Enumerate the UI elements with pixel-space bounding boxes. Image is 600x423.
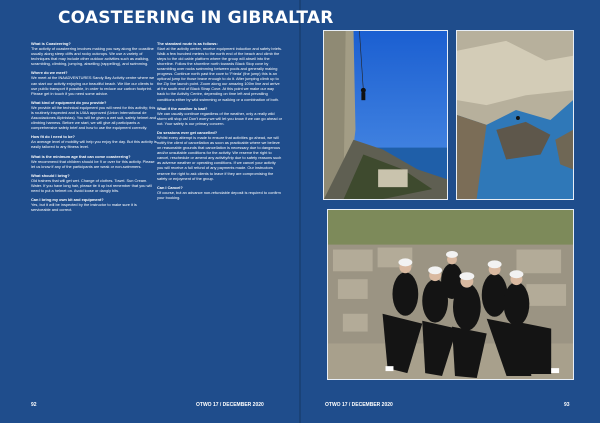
answer-text: The activity of coasteering involves making you way along the coastline usually along steep cliffs and rocky outcrops. We use a variety of techniques that may include other outdoor activities such as walking, scrambling, climbing, jumping, abseiling (rappelling), and swimming. [31,46,154,67]
qa-section [157,185,283,200]
answer-text: Old trainers that will get wet. Change of clothes. Towel. Sun Cream. Water. If you have long hair, please tie it up but remember that you will need to put a helmet on. Avoid loose or dangly bits. [31,178,152,194]
question-heading: How fit do I need to be? [31,134,75,140]
qa-section [31,41,157,66]
magazine-issue-left: OTWO 17 / DECEMBER 2020 [196,402,264,408]
question-heading: The standard route is as follows: [157,41,218,46]
rocky-coast-photo [456,30,574,200]
group-image [328,210,573,379]
qa-section [31,154,157,169]
question-heading: Where do we meet? [31,70,68,76]
answer-text: We recommend that children should be 9 or over for this activity. Please let us know if any of the participants are weak or non-swimmers. [31,158,155,169]
magazine-issue-right: OTWO 17 / DECEMBER 2020 [325,402,393,408]
answer-text: Yes, but it will be inspected by the instructor to make sure it is serviceable and correct. [31,202,137,213]
page-number-left: 92 [31,402,37,408]
question-heading: What should I bring? [31,172,70,178]
question-heading: What is Coasteering? [31,41,71,46]
article-title: COASTEERING IN GIBRALTAR [58,8,334,28]
qa-section [31,70,157,95]
cliff-climb-photo [323,30,448,200]
rocky-coast-image [457,31,573,199]
qa-section [31,134,157,149]
answer-text: An average level of mobility will help you enjoy the day. But this activity is easily tailored to any fitness level. [31,139,157,150]
page-spine [299,0,301,423]
answer-text: Of course, but an advance non-refundable deposit is required to confirm your booking. [157,189,281,200]
text-column-middle [157,41,283,204]
question-heading: Can I Cancel? [157,184,183,190]
cliff-climb-image [324,31,447,199]
page-number-right: 93 [564,402,570,408]
question-heading: What is the minimum age that can come coasteering? [31,153,131,159]
question-heading: What if the weather is bad? [157,105,208,111]
text-column-left [31,41,157,217]
answer-text: Whilst every attempt is made to ensure that activities go ahead, we will notify the client of cancellation as soon as practicable where we believe on reasonable grounds that cancellation is necessary due to dangerous and/or unsuitable conditions for the activity. We reserve the right to cancel, reschedule or amend any activity/trip due to safety reasons such as adverse weather or operating conditions. If we cancel your activity you will receive a full refund of any payments made. Our instructors reserve the right to ask clients to leave if they are compromising the safety or enjoyment of the group. [157,135,282,181]
answer-text: Start at the activity center, receive equipment induction and safety briefs. Walk a few hundred meters to the north end of the beach and climb the steps to the old cable platform where the group will abseil into the shoreline. Follow the shoreline north towards Black Stop cove by scrambling over rocks swimming between pools and generally making progress. Continue north past the cove to 'Frieda' (the jump) this is an optional jump for those brave enough to do it. After jumping climb up to the Zip line launch point. Zoom along our amazing 100m line and arrive at the south end of Black Strap Cove. At this point we make our way back to the Activity Centre, depending on time left and prevailing conditions either by wild swimming or walking or a combination of both. [157,46,282,102]
qa-section [157,106,283,126]
question-heading: Can I bring my own kit and equipment? [31,197,104,203]
qa-section [157,130,283,180]
qa-section [31,100,157,130]
qa-section [31,197,157,212]
question-heading: Do sessions ever get cancelled? [157,130,218,136]
answer-text: We can usually continue regardless of the weather, only a really wild storm will stop us! Don't worry we will let you know if we can go ahead or not. Your safety is our primary concern. [157,110,283,126]
group-photo [327,209,574,380]
answer-text: We meet at the INAADVENTURES Sandy Bay Activity centre where we can start our activity enjoying our beautiful beach. We like our clients to use public transport if possible, in order to reduce our carbon footprint. Please get in touch if you need some advice. [31,75,155,96]
qa-section [31,173,157,193]
answer-text: We provide all the technical equipment you will need for this activity; this is routinely inspected and is UIAA approved (Union International de Associaciones Alpinistas). You will be given a wet suit, safety helmet and climbing harness. Before we start, we will give all participants a comprehensive safety brief and how to use the equipment correctly. [31,104,157,131]
qa-section [157,41,283,102]
question-heading: What kind of equipment do you provide? [31,99,107,105]
